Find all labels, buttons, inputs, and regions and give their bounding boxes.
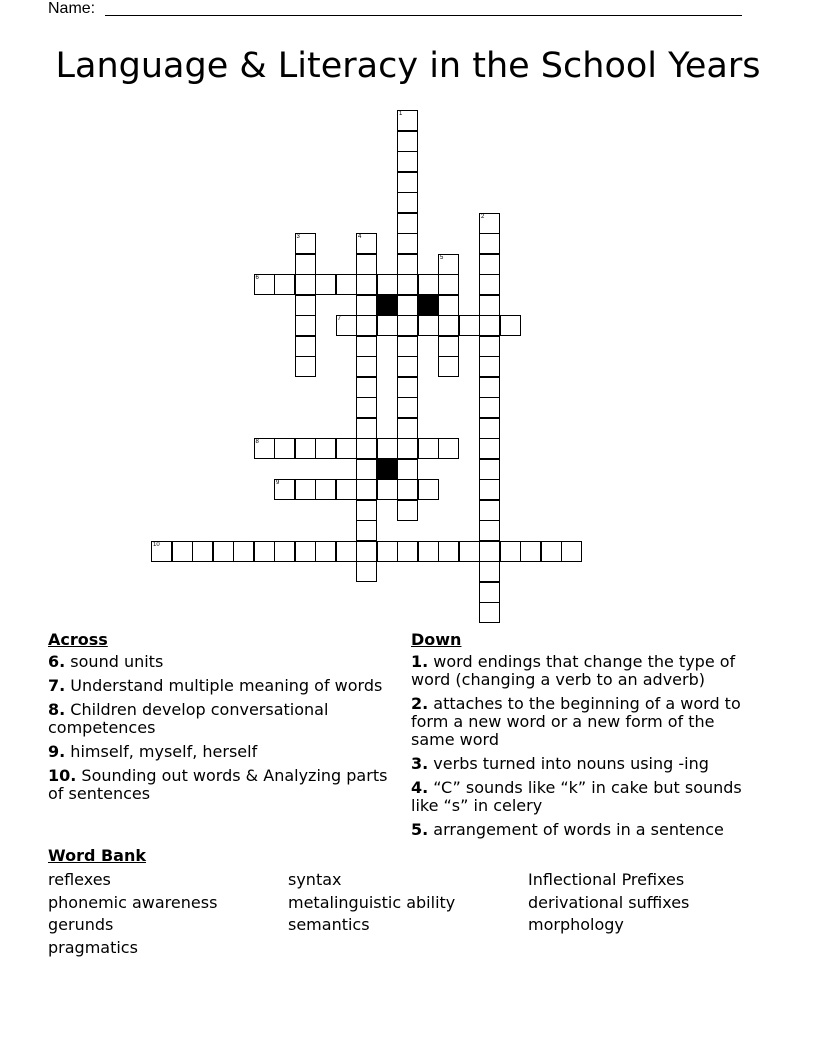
- crossword-cell[interactable]: [315, 274, 336, 295]
- crossword-cell[interactable]: [356, 377, 377, 398]
- crossword-black-cell: [377, 459, 398, 480]
- clue-number: 2: [481, 213, 485, 220]
- word-bank-column-1: [48, 869, 217, 959]
- crossword-cell[interactable]: [397, 172, 418, 193]
- word-bank-item: reflexes: [48, 870, 111, 889]
- crossword-cell[interactable]: [336, 438, 357, 459]
- crossword-cell[interactable]: [295, 356, 316, 377]
- crossword-cell[interactable]: [479, 602, 500, 623]
- crossword-cell[interactable]: [438, 336, 459, 357]
- crossword-cell[interactable]: [459, 541, 480, 562]
- crossword-cell[interactable]: [479, 561, 500, 582]
- crossword-cell[interactable]: [397, 295, 418, 316]
- crossword-cell[interactable]: [520, 541, 541, 562]
- crossword-cell[interactable]: [336, 315, 357, 336]
- crossword-cell[interactable]: [479, 295, 500, 316]
- crossword-cell[interactable]: [397, 377, 418, 398]
- clue-number: 10: [153, 541, 160, 548]
- word-bank-item: morphology: [528, 915, 624, 934]
- crossword-cell[interactable]: [356, 356, 377, 377]
- crossword-cell[interactable]: [254, 438, 275, 459]
- word-bank-item: gerunds: [48, 915, 114, 934]
- crossword-cell[interactable]: [479, 418, 500, 439]
- crossword-cell[interactable]: [479, 377, 500, 398]
- clue-number: 1: [399, 111, 403, 117]
- crossword-cell[interactable]: [397, 438, 418, 459]
- crossword-cell[interactable]: [377, 315, 398, 336]
- word-bank-column-2: [288, 869, 455, 937]
- crossword-cell[interactable]: [479, 356, 500, 377]
- clue-number: 4: [358, 234, 362, 240]
- crossword-cell[interactable]: [397, 254, 418, 275]
- crossword-cell[interactable]: [479, 274, 500, 295]
- crossword-cell[interactable]: [356, 520, 377, 541]
- name-label: Name:: [48, 0, 96, 17]
- crossword-cell[interactable]: [397, 315, 418, 336]
- word-bank-item: Inflectional Prefixes: [528, 870, 685, 889]
- clue-across-6: 6. sound units: [48, 652, 164, 671]
- crossword-cell[interactable]: [418, 438, 439, 459]
- crossword-cell[interactable]: [418, 541, 439, 562]
- crossword-cell[interactable]: [397, 356, 418, 377]
- crossword-cell[interactable]: [356, 541, 377, 562]
- crossword-cell[interactable]: [397, 500, 418, 521]
- crossword-cell[interactable]: [438, 295, 459, 316]
- crossword-cell[interactable]: [418, 274, 439, 295]
- crossword-cell[interactable]: [377, 541, 398, 562]
- crossword-cell[interactable]: [295, 541, 316, 562]
- crossword-cell[interactable]: [479, 397, 500, 418]
- crossword-cell[interactable]: [356, 438, 377, 459]
- crossword-cell[interactable]: [295, 295, 316, 316]
- crossword-cell[interactable]: [356, 274, 377, 295]
- crossword-cell[interactable]: [356, 561, 377, 582]
- crossword-cell[interactable]: [397, 151, 418, 172]
- crossword-cell[interactable]: [479, 459, 500, 480]
- crossword-cell[interactable]: [233, 541, 254, 562]
- crossword-cell[interactable]: [479, 479, 500, 500]
- clue-down-1: 1. word endings that change the type of word (changing a verb to an adverb): [411, 652, 736, 689]
- crossword-cell[interactable]: [438, 254, 459, 275]
- crossword-cell[interactable]: [459, 315, 480, 336]
- crossword-cell[interactable]: [295, 438, 316, 459]
- crossword-cell[interactable]: [479, 213, 500, 234]
- across-clues: [48, 631, 393, 809]
- across-heading: Across: [48, 630, 108, 649]
- crossword-cell[interactable]: [254, 274, 275, 295]
- crossword-cell[interactable]: [500, 541, 521, 562]
- crossword-cell[interactable]: [479, 582, 500, 603]
- crossword-cell[interactable]: [213, 541, 234, 562]
- crossword-cell[interactable]: [274, 438, 295, 459]
- crossword-cell[interactable]: [479, 254, 500, 275]
- clue-number: 6: [255, 275, 259, 281]
- crossword-cell[interactable]: [418, 315, 439, 336]
- clue-number: 3: [296, 234, 300, 240]
- page-title: Language & Literacy in the School Years: [55, 46, 761, 86]
- crossword-cell[interactable]: [438, 315, 459, 336]
- crossword-cell[interactable]: [356, 500, 377, 521]
- clue-across-10: 10. Sounding out words & Analyzing parts of sentences: [48, 766, 388, 803]
- crossword-cell[interactable]: [397, 110, 418, 131]
- crossword-cell[interactable]: [397, 213, 418, 234]
- crossword-cell[interactable]: [438, 274, 459, 295]
- crossword-cell[interactable]: [500, 315, 521, 336]
- crossword-cell[interactable]: [561, 541, 582, 562]
- crossword-cell[interactable]: [356, 418, 377, 439]
- crossword-cell[interactable]: [397, 418, 418, 439]
- crossword-cell[interactable]: [336, 479, 357, 500]
- crossword-cell[interactable]: [377, 274, 398, 295]
- crossword-cell[interactable]: [356, 397, 377, 418]
- clue-number: 9: [276, 480, 280, 486]
- crossword-cell[interactable]: [479, 541, 500, 562]
- crossword-cell[interactable]: [295, 315, 316, 336]
- crossword-cell[interactable]: [418, 479, 439, 500]
- word-bank-item: syntax: [288, 870, 342, 889]
- crossword-cell[interactable]: [479, 315, 500, 336]
- word-bank-column-3: [528, 869, 689, 937]
- crossword-cell[interactable]: [397, 336, 418, 357]
- crossword-cell[interactable]: [479, 233, 500, 254]
- clue-down-4: 4. “C” sounds like “k” in cake but sounds like “s” in celery: [411, 778, 742, 815]
- crossword-cell[interactable]: [438, 541, 459, 562]
- crossword-cell[interactable]: [172, 541, 193, 562]
- word-bank-item: pragmatics: [48, 937, 138, 957]
- down-heading: Down: [411, 630, 462, 649]
- crossword-cell[interactable]: [356, 233, 377, 254]
- crossword-cell[interactable]: [254, 541, 275, 562]
- crossword-cell[interactable]: [274, 541, 295, 562]
- crossword-cell[interactable]: [151, 541, 172, 562]
- crossword-cell[interactable]: [295, 233, 316, 254]
- crossword-cell[interactable]: [356, 254, 377, 275]
- crossword-cell[interactable]: [356, 295, 377, 316]
- crossword-cell[interactable]: [397, 233, 418, 254]
- crossword-cell[interactable]: [274, 274, 295, 295]
- clue-across-8: 8. Children develop conversational competences: [48, 700, 329, 737]
- crossword-black-cell: [377, 295, 398, 316]
- crossword-cell[interactable]: [356, 459, 377, 480]
- crossword-cell[interactable]: [295, 479, 316, 500]
- crossword-cell[interactable]: [397, 131, 418, 152]
- crossword-cell[interactable]: [336, 541, 357, 562]
- crossword-black-cell: [418, 295, 439, 316]
- crossword-cell[interactable]: [438, 356, 459, 377]
- crossword-cell[interactable]: [315, 438, 336, 459]
- clue-number: 5: [440, 254, 444, 261]
- clue-number: 8: [255, 439, 259, 445]
- crossword-cell[interactable]: [356, 479, 377, 500]
- word-bank-heading: Word Bank: [48, 846, 147, 865]
- clue-down-5: 5. arrangement of words in a sentence: [411, 820, 724, 839]
- crossword-cell[interactable]: [397, 459, 418, 480]
- clue-number: 7: [337, 316, 341, 322]
- crossword-cell[interactable]: [479, 438, 500, 459]
- word-bank-item: phonemic awareness: [48, 892, 218, 912]
- word-bank-item: metalinguistic ability: [288, 892, 456, 912]
- clue-down-3: 3. verbs turned into nouns using -ing: [411, 754, 709, 773]
- crossword-cell[interactable]: [315, 479, 336, 500]
- crossword-cell[interactable]: [397, 397, 418, 418]
- crossword-cell[interactable]: [438, 438, 459, 459]
- clue-across-9: 9. himself, myself, herself: [48, 742, 258, 761]
- crossword-cell[interactable]: [295, 274, 316, 295]
- crossword-cell[interactable]: [397, 192, 418, 213]
- crossword-cell[interactable]: [541, 541, 562, 562]
- crossword-cell[interactable]: [479, 520, 500, 541]
- crossword-cell[interactable]: [356, 315, 377, 336]
- crossword-cell[interactable]: [377, 438, 398, 459]
- word-bank-item: derivational suffixes: [528, 892, 690, 912]
- clue-across-7: 7. Understand multiple meaning of words: [48, 676, 383, 695]
- clue-down-2: 2. attaches to the beginning of a word to form a new word or a new form of the same word: [411, 694, 741, 749]
- crossword-cell[interactable]: [377, 479, 398, 500]
- crossword-cell[interactable]: [192, 541, 213, 562]
- crossword-cell[interactable]: [479, 500, 500, 521]
- crossword-cell[interactable]: [397, 541, 418, 562]
- crossword-cell[interactable]: [397, 274, 418, 295]
- crossword-cell[interactable]: [295, 336, 316, 357]
- crossword-cell[interactable]: [397, 479, 418, 500]
- crossword-cell[interactable]: [274, 479, 295, 500]
- word-bank-item: semantics: [288, 915, 370, 934]
- down-clues: [411, 631, 756, 845]
- crossword-cell[interactable]: [336, 274, 357, 295]
- crossword-cell[interactable]: [315, 541, 336, 562]
- crossword-cell[interactable]: [356, 336, 377, 357]
- crossword-cell[interactable]: [295, 254, 316, 275]
- crossword-cell[interactable]: [479, 336, 500, 357]
